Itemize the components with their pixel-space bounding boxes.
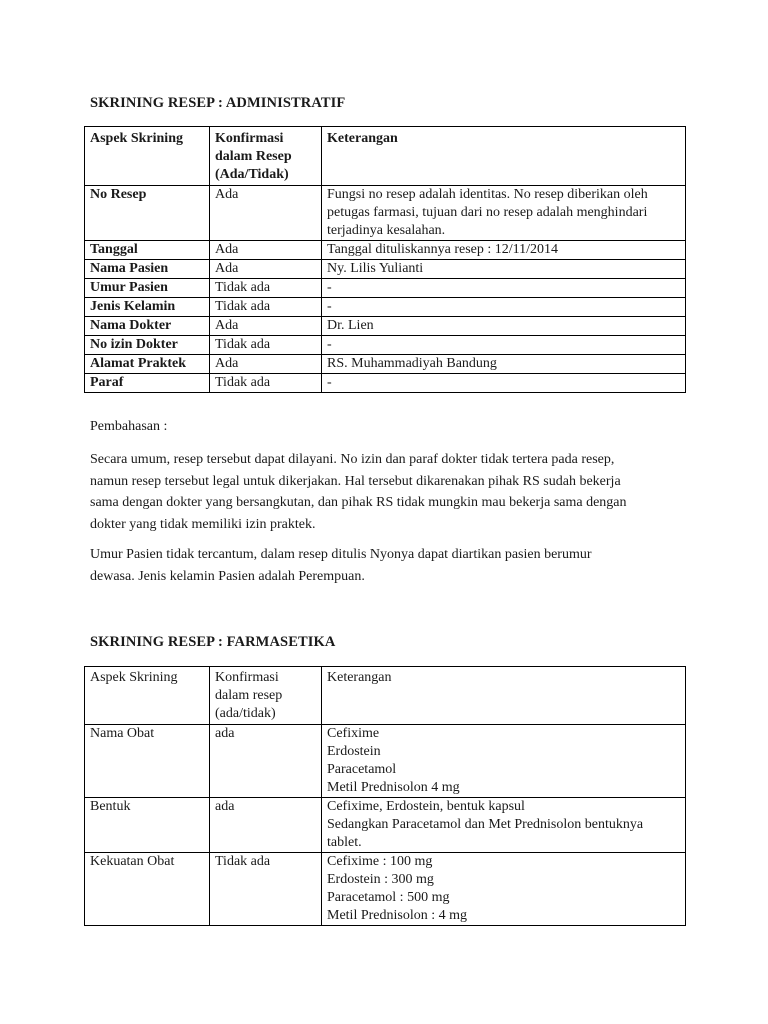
table-row: Kekuatan Obat Tidak ada Cefixime : 100 mg Erdostein : 300 mg Paracetamol : 500 mg Metil Prednisolon : 4 mg [85, 853, 686, 926]
table-header-row [85, 127, 686, 186]
header-notes: Keterangan [322, 127, 686, 186]
header-notes: Keterangan [322, 667, 686, 725]
table-row: Umur Pasien Tidak ada - [85, 279, 686, 298]
discussion-label: Pembahasan : [90, 419, 168, 434]
table-row: Alamat Praktek Ada RS. Muhammadiyah Bandung [85, 355, 686, 374]
table-row: Nama Obat ada Cefixime Erdostein Paracetamol Metil Prednisolon 4 mg [85, 725, 686, 798]
admin-screening-table [84, 126, 686, 393]
discussion-paragraph-2: Umur Pasien tidak tercantum, dalam resep ditulis Nyonya dapat diartikan pasien berumur dewasa. Jenis kelamin Pasien adalah Perempuan. [90, 547, 592, 584]
table-row: No izin Dokter Tidak ada - [85, 336, 686, 355]
table-header-row [85, 667, 686, 725]
discussion-paragraph-1: Secara umum, resep tersebut dapat dilayani. No izin dan paraf dokter tidak tertera pada resep, namun resep tersebut legal untuk dikerjakan. Hal tersebut dikarenakan pihak RS sudah bekerja sama dengan dokter yang bersangkutan, dan pihak RS tidak mungkin mau bekerja sama dengan dokter yang tidak memiliki izin praktek. [90, 452, 627, 532]
farma-section-title: SKRINING RESEP : FARMASETIKA [90, 634, 336, 650]
table-row: No Resep Ada Fungsi no resep adalah identitas. No resep diberikan oleh petugas farmasi, tujuan dari no resep adalah menghindari terjadinya kesalahan. [85, 186, 686, 241]
table-row: Nama Pasien Ada Ny. Lilis Yulianti [85, 260, 686, 279]
table-row: Paraf Tidak ada - [85, 374, 686, 393]
table-row: Bentuk ada Cefixime, Erdostein, bentuk kapsul Sedangkan Paracetamol dan Met Prednisolon bentuknya tablet. [85, 798, 686, 853]
table-row: Tanggal Ada Tanggal dituliskannya resep : 12/11/2014 [85, 241, 686, 260]
admin-section-title: SKRINING RESEP : ADMINISTRATIF [90, 95, 346, 111]
header-aspect: Aspek Skrining [85, 127, 210, 186]
table-row: Jenis Kelamin Tidak ada - [85, 298, 686, 317]
header-aspect: Aspek Skrining [85, 667, 210, 725]
header-confirmation: Konfirmasi dalam resep (ada/tidak) [210, 667, 322, 725]
header-confirmation: Konfirmasi dalam Resep (Ada/Tidak) [210, 127, 322, 186]
farma-screening-table [84, 666, 686, 926]
table-row: Nama Dokter Ada Dr. Lien [85, 317, 686, 336]
